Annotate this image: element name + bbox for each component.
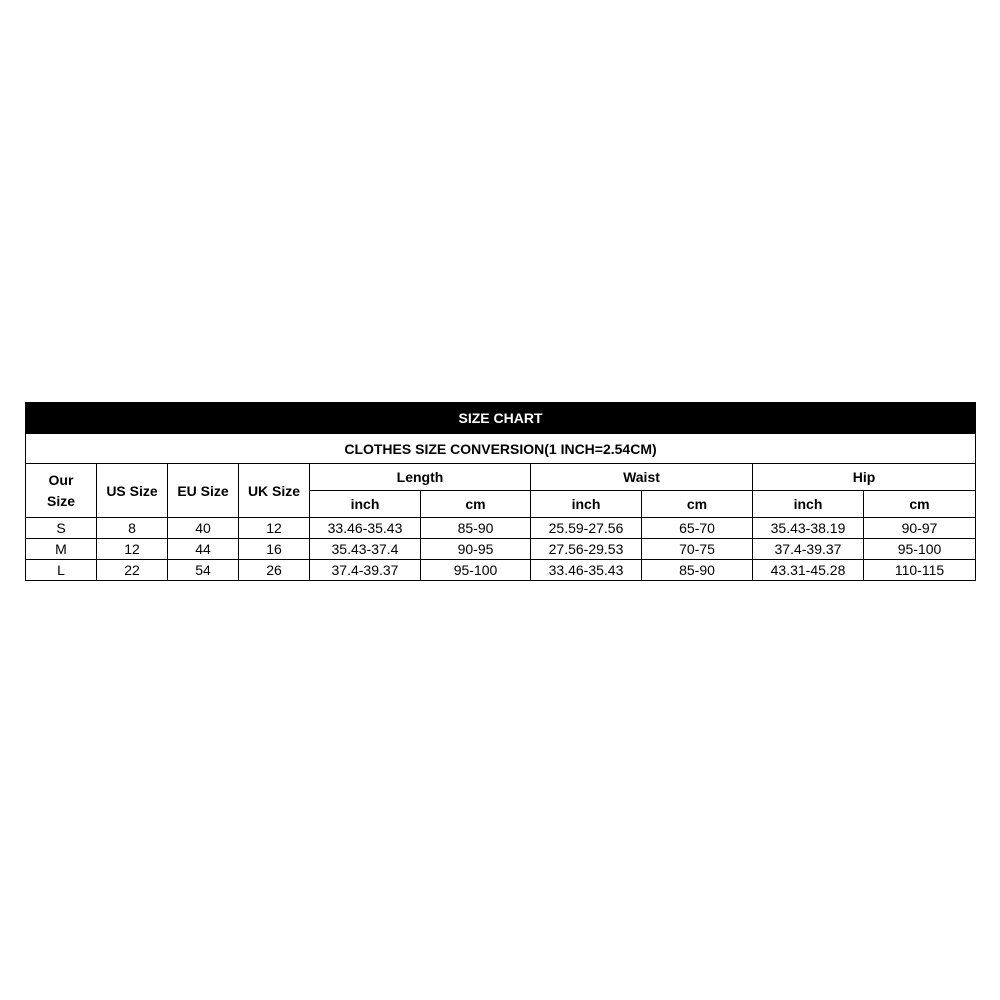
header-waist-cm: cm: [642, 491, 753, 518]
header-length-inch: inch: [310, 491, 421, 518]
cell-hip-cm: 95-100: [864, 539, 976, 560]
header-our-size: [26, 464, 97, 518]
cell-hip-cm: 90-97: [864, 518, 976, 539]
cell-length-inch: 33.46-35.43: [310, 518, 421, 539]
chart-title: SIZE CHART: [26, 403, 976, 434]
cell-waist-inch: 27.56-29.53: [531, 539, 642, 560]
cell-waist-inch: 33.46-35.43: [531, 560, 642, 581]
cell-length-inch: 37.4-39.37: [310, 560, 421, 581]
cell-waist-inch: 25.59-27.56: [531, 518, 642, 539]
header-waist: Waist: [531, 464, 753, 491]
header-waist-inch: inch: [531, 491, 642, 518]
header-hip-cm: cm: [864, 491, 976, 518]
cell-eu-size: 44: [168, 539, 239, 560]
header-length: Length: [310, 464, 531, 491]
cell-eu-size: 54: [168, 560, 239, 581]
cell-uk-size: 26: [239, 560, 310, 581]
cell-us-size: 22: [97, 560, 168, 581]
cell-hip-inch: 35.43-38.19: [753, 518, 864, 539]
table-row: [26, 560, 976, 581]
cell-us-size: 8: [97, 518, 168, 539]
cell-hip-inch: 37.4-39.37: [753, 539, 864, 560]
cell-hip-inch: 43.31-45.28: [753, 560, 864, 581]
table-row: [26, 518, 976, 539]
chart-subtitle: CLOTHES SIZE CONVERSION(1 INCH=2.54CM): [26, 434, 976, 464]
header-length-cm: cm: [421, 491, 531, 518]
cell-uk-size: 12: [239, 518, 310, 539]
header-our-size-label: Our Size: [46, 471, 75, 509]
cell-our-size: L: [26, 560, 97, 581]
cell-our-size: S: [26, 518, 97, 539]
cell-length-cm: 95-100: [421, 560, 531, 581]
cell-length-cm: 85-90: [421, 518, 531, 539]
header-us-size: US Size: [97, 464, 168, 518]
size-chart: [25, 402, 975, 581]
cell-eu-size: 40: [168, 518, 239, 539]
header-hip-inch: inch: [753, 491, 864, 518]
header-eu-size: EU Size: [168, 464, 239, 518]
table-row: [26, 539, 976, 560]
cell-uk-size: 16: [239, 539, 310, 560]
cell-length-cm: 90-95: [421, 539, 531, 560]
cell-our-size: M: [26, 539, 97, 560]
cell-waist-cm: 85-90: [642, 560, 753, 581]
cell-waist-cm: 70-75: [642, 539, 753, 560]
cell-length-inch: 35.43-37.4: [310, 539, 421, 560]
header-uk-size: UK Size: [239, 464, 310, 518]
cell-hip-cm: 110-115: [864, 560, 976, 581]
header-hip: Hip: [753, 464, 976, 491]
cell-waist-cm: 65-70: [642, 518, 753, 539]
cell-us-size: 12: [97, 539, 168, 560]
size-table: [25, 402, 976, 581]
